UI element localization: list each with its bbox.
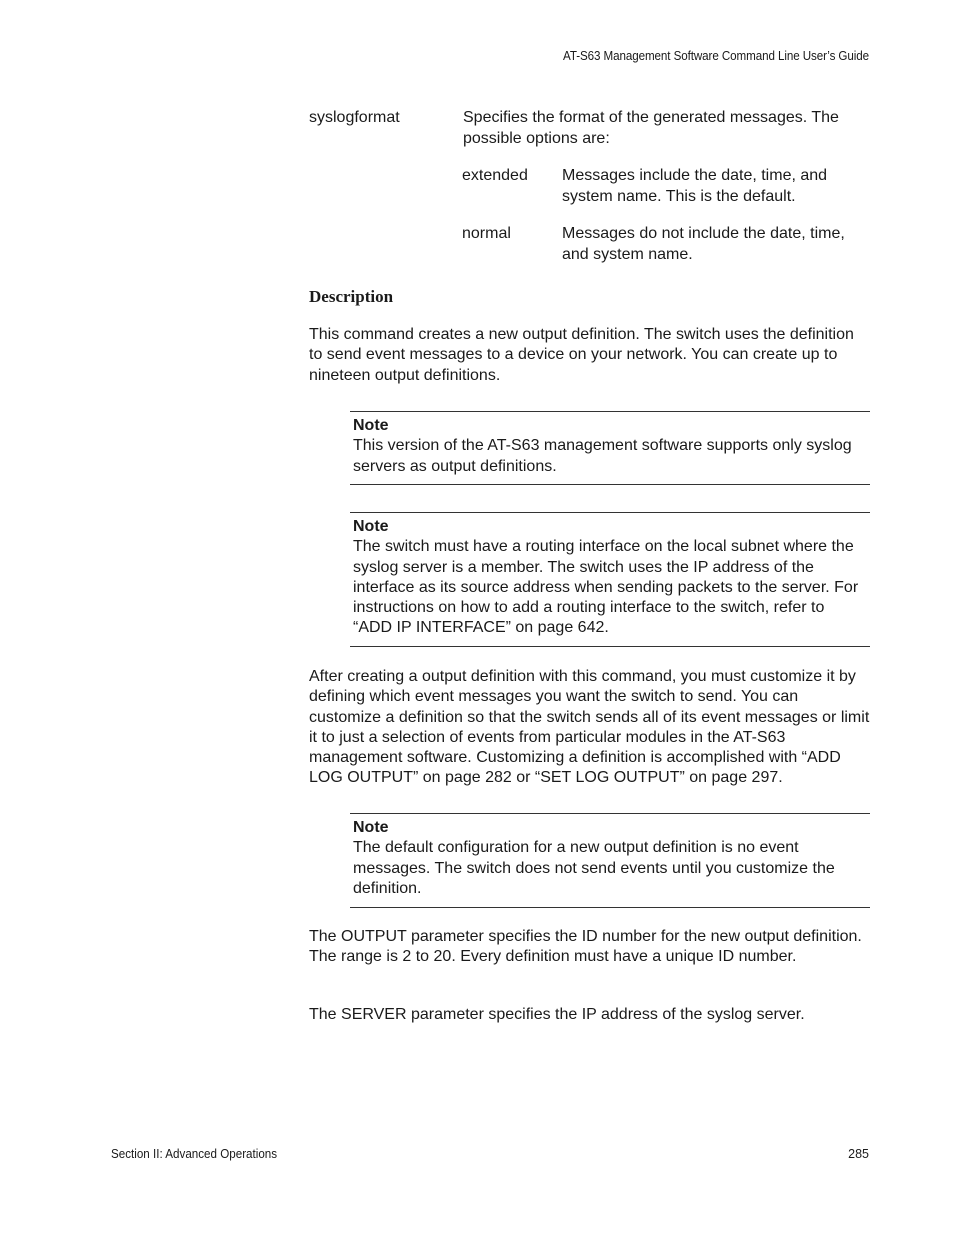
note-title: Note	[353, 819, 389, 836]
description-paragraph-1: This command creates a new output definition. The switch uses the definition to send event messages to a device on your network. You can create up to nineteen output definitions.	[309, 326, 854, 384]
option-description: Messages include the date, time, and system name. This is the default.	[562, 167, 828, 205]
note-body: The switch must have a routing interface on the local subnet where the syslog server is a member. The switch uses the IP address of the interface as its source address when sending packets to the server. For instructions on how to add a routing interface to the switch, refer to “ADD IP INTERFACE” on page 642.	[353, 538, 859, 637]
note-body: This version of the AT-S63 management software supports only syslog servers as output definitions.	[353, 437, 852, 475]
note-title: Note	[353, 518, 389, 535]
page-number: 285	[848, 1147, 869, 1161]
param-description: Specifies the format of the generated messages. The possible options are:	[463, 109, 839, 147]
option-name: extended	[462, 167, 528, 184]
section-heading: Description	[309, 287, 394, 306]
description-paragraph-4: The SERVER parameter specifies the IP address of the syslog server.	[309, 1006, 805, 1023]
param-name: syslogformat	[309, 109, 400, 126]
option-description: Messages do not include the date, time, and system name.	[562, 225, 845, 263]
option-name: normal	[462, 225, 511, 242]
running-header: AT-S63 Management Software Command Line User’s Guide	[563, 49, 869, 63]
note-body: The default configuration for a new output definition is no event messages. The switch does not send events until you customize the definition.	[353, 839, 835, 897]
note-title: Note	[353, 417, 389, 434]
note-box-3	[350, 813, 870, 908]
note-box-2	[350, 512, 870, 647]
description-paragraph-2: After creating a output definition with this command, you must customize it by defining which event messages you want the switch to send. You can customize a definition so that the switch sends all of its event messages or limit it to just a selection of events from particular modules in the AT-S63 management software. Customizing a definition is accomplished with “ADD LOG OUTPUT” on page 282 or “SET LOG OUTPUT” on page 297.	[309, 668, 870, 787]
description-paragraph-3: The OUTPUT parameter specifies the ID number for the new output definition. The range is 2 to 20. Every definition must have a unique ID number.	[309, 928, 862, 966]
footer-section: Section II: Advanced Operations	[111, 1147, 278, 1161]
note-box-1	[350, 411, 870, 485]
